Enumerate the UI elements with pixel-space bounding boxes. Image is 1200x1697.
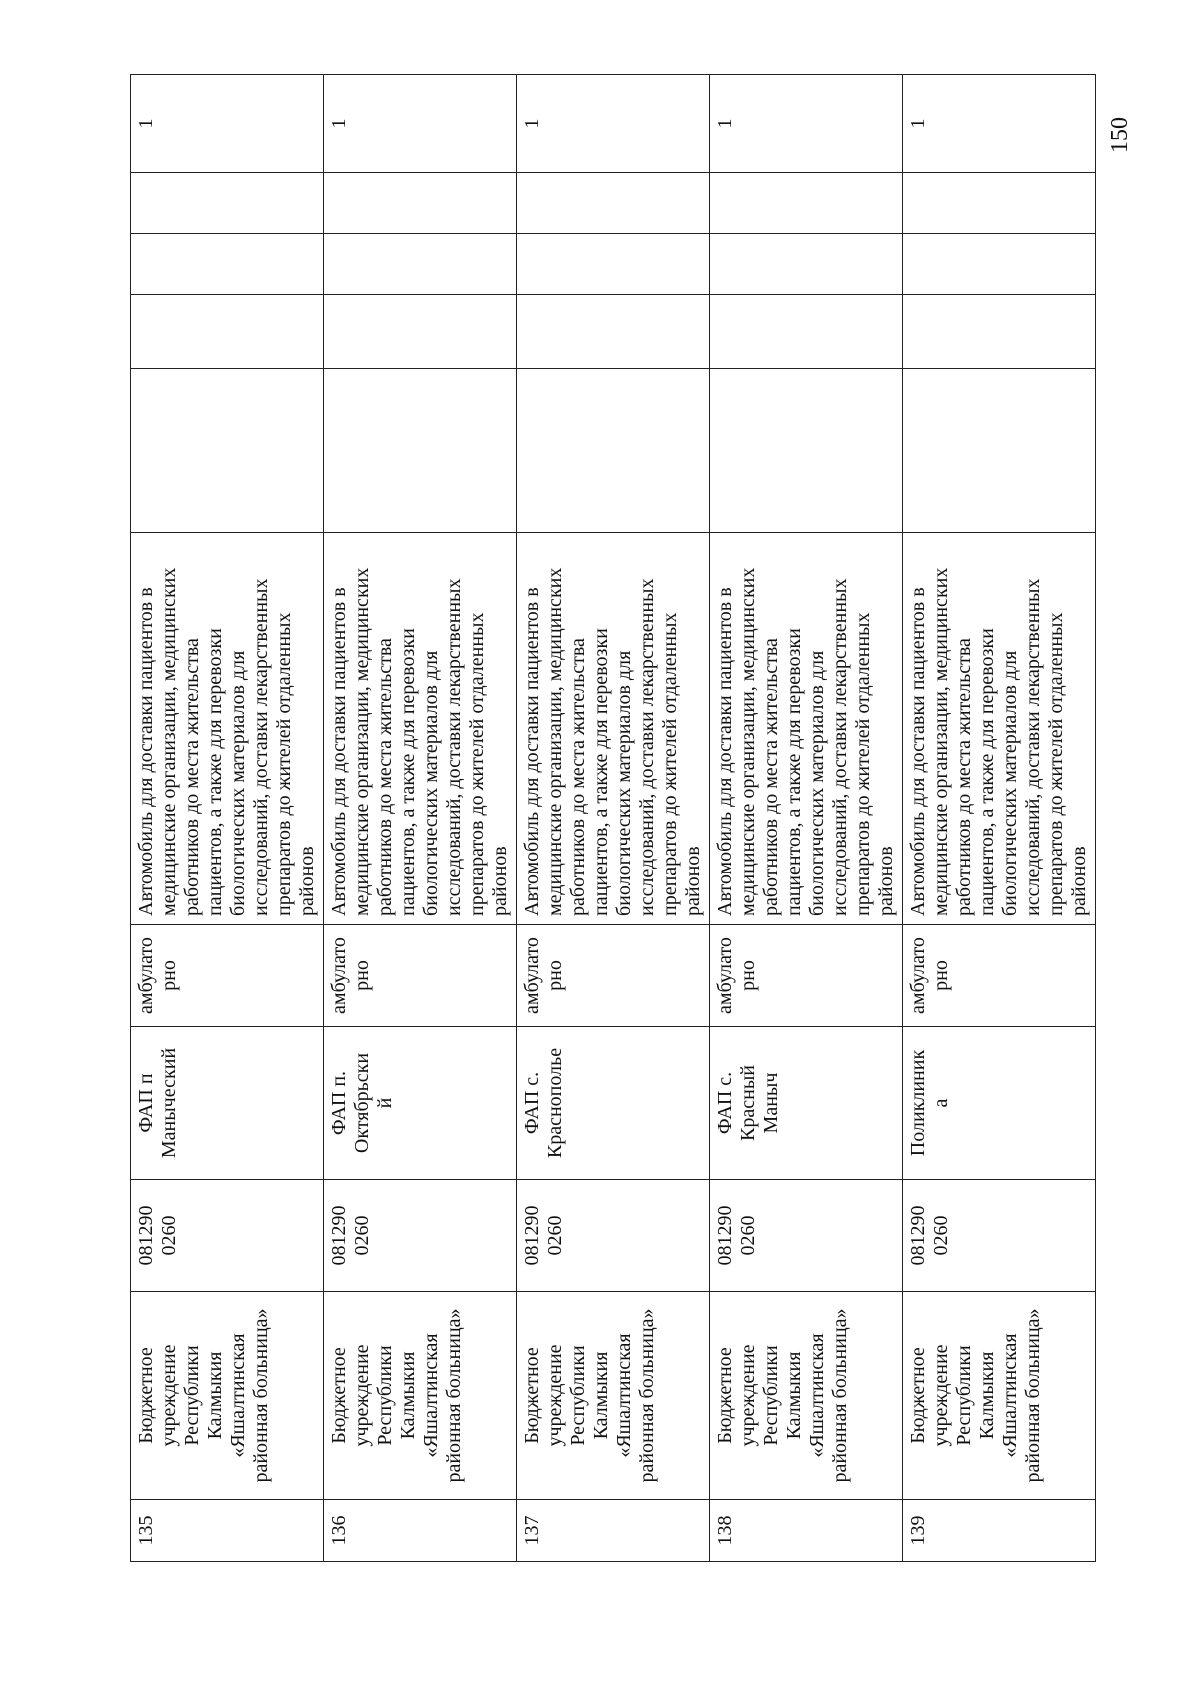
location-cell [324, 1027, 517, 1180]
description: Автомобиль для доставки пациентов в медицинские организации, медицинских работников до места жительства пациентов, а также для перевозки биологических материалов для исследований, доставки лекарственных препаратов до жителей отдаленных районов [714, 567, 897, 916]
organization-cell [710, 1292, 903, 1500]
location: ФАП п Маныческий [135, 1047, 180, 1159]
code-cell [131, 1180, 324, 1292]
table-row [517, 75, 710, 1562]
organization-name: Бюджетное учреждение Республики Калмыкия «Яшалтинская районная больница» [135, 1308, 272, 1483]
empty-cell [131, 173, 324, 234]
description: Автомобиль для доставки пациентов в медицинские организации, медицинских работников до места жительства пациентов, а также для перевозки биологических материалов для исследований, доставки лекарственных препаратов до жителей отдаленных районов [328, 567, 511, 916]
description-cell [324, 533, 517, 925]
description: Автомобиль для доставки пациентов в медицинские организации, медицинских работников до места жительства пациентов, а также для перевозки биологических материалов для исследований, доставки лекарственных препаратов до жителей отдаленных районов [907, 567, 1090, 916]
code-cell [710, 1180, 903, 1292]
code: 081290 0260 [135, 1205, 180, 1266]
care-type: амбулато рно [135, 937, 180, 1014]
row-number: 137 [521, 1515, 543, 1546]
description-cell [903, 533, 1096, 925]
empty-cell [324, 295, 517, 369]
row-number-cell [131, 1500, 324, 1562]
quantity: 1 [521, 118, 543, 129]
quantity-cell [517, 75, 710, 173]
quantity: 1 [714, 118, 736, 129]
code-cell [324, 1180, 517, 1292]
location: ФАП с. Краснополье [521, 1047, 566, 1159]
code: 081290 0260 [328, 1205, 373, 1266]
description-cell [710, 533, 903, 925]
row-number-cell [710, 1500, 903, 1562]
page-number: 150 [1107, 117, 1133, 153]
quantity-cell [131, 75, 324, 173]
code-cell [903, 1180, 1096, 1292]
row-number-cell [324, 1500, 517, 1562]
description: Автомобиль для доставки пациентов в медицинские организации, медицинских работников до места жительства пациентов, а также для перевозки биологических материалов для исследований, доставки лекарственных препаратов до жителей отдаленных районов [135, 567, 318, 916]
empty-cell [131, 369, 324, 533]
code: 081290 0260 [907, 1205, 952, 1266]
description-cell [517, 533, 710, 925]
quantity: 1 [907, 118, 929, 129]
quantity: 1 [135, 118, 157, 129]
location-cell [517, 1027, 710, 1180]
empty-cell [324, 369, 517, 533]
table-row [131, 75, 324, 1562]
code: 081290 0260 [521, 1205, 566, 1266]
data-table [130, 74, 1096, 1562]
empty-cell [903, 173, 1096, 234]
empty-cell [710, 173, 903, 234]
quantity: 1 [328, 118, 350, 129]
care-type-cell [517, 925, 710, 1027]
care-type: амбулато рно [714, 937, 759, 1014]
code-cell [517, 1180, 710, 1292]
empty-cell [517, 295, 710, 369]
empty-cell [324, 173, 517, 234]
empty-cell [903, 369, 1096, 533]
location-cell [131, 1027, 324, 1180]
code: 081290 0260 [714, 1205, 759, 1266]
care-type-cell [710, 925, 903, 1027]
location-cell [903, 1027, 1096, 1180]
organization-name: Бюджетное учреждение Республики Калмыкия «Яшалтинская районная больница» [907, 1308, 1044, 1483]
organization-name: Бюджетное учреждение Республики Калмыкия «Яшалтинская районная больница» [328, 1308, 465, 1483]
row-number: 139 [907, 1515, 929, 1546]
table-row [710, 75, 903, 1562]
organization-cell [903, 1292, 1096, 1500]
organization-name: Бюджетное учреждение Республики Калмыкия «Яшалтинская районная больница» [714, 1308, 851, 1483]
care-type-cell [324, 925, 517, 1027]
empty-cell [324, 234, 517, 295]
location-cell [710, 1027, 903, 1180]
empty-cell [131, 234, 324, 295]
empty-cell [517, 369, 710, 533]
empty-cell [131, 295, 324, 369]
organization-name: Бюджетное учреждение Республики Калмыкия «Яшалтинская районная больница» [521, 1308, 658, 1483]
organization-cell [131, 1292, 324, 1500]
quantity-cell [903, 75, 1096, 173]
quantity-cell [710, 75, 903, 173]
row-number-cell [903, 1500, 1096, 1562]
organization-cell [517, 1292, 710, 1500]
location: ФАП с. Красный Маныч [714, 1065, 782, 1141]
care-type: амбулато рно [328, 937, 373, 1014]
empty-cell [903, 234, 1096, 295]
care-type-cell [131, 925, 324, 1027]
empty-cell [903, 295, 1096, 369]
care-type-cell [903, 925, 1096, 1027]
empty-cell [517, 173, 710, 234]
location: Поликлиник а [907, 1049, 952, 1157]
row-number-cell [517, 1500, 710, 1562]
care-type: амбулато рно [907, 937, 952, 1014]
rotated-table-wrapper [130, 75, 1090, 1562]
table-row [903, 75, 1096, 1562]
row-number: 136 [328, 1515, 350, 1546]
row-number: 138 [714, 1515, 736, 1546]
description: Автомобиль для доставки пациентов в медицинские организации, медицинских работников до места жительства пациентов, а также для перевозки биологических материалов для исследований, доставки лекарственных препаратов до жителей отдаленных районов [521, 567, 704, 916]
description-cell [131, 533, 324, 925]
organization-cell [324, 1292, 517, 1500]
empty-cell [710, 369, 903, 533]
table-row [324, 75, 517, 1562]
location: ФАП п. Октябрьски й [328, 1052, 396, 1154]
empty-cell [517, 234, 710, 295]
care-type: амбулато рно [521, 937, 566, 1014]
quantity-cell [324, 75, 517, 173]
empty-cell [710, 295, 903, 369]
empty-cell [710, 234, 903, 295]
row-number: 135 [135, 1515, 157, 1546]
